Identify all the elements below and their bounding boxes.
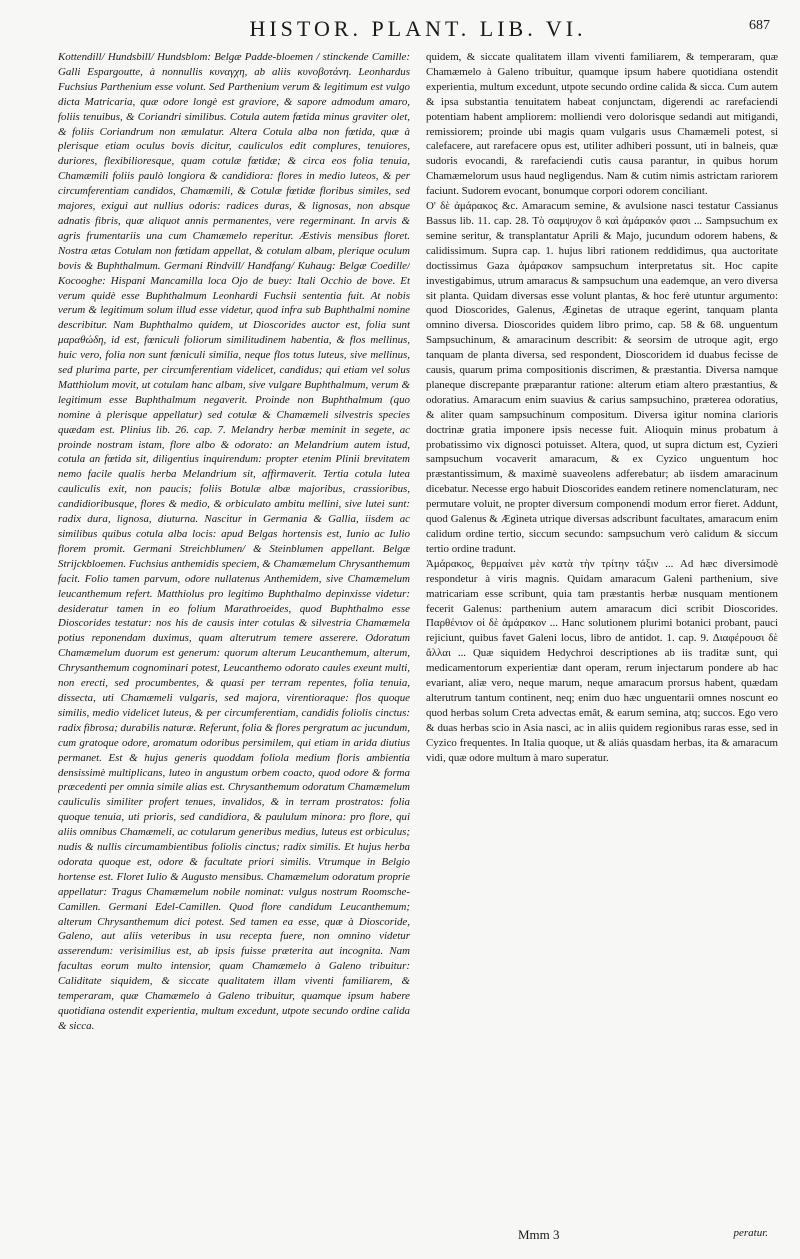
right-paragraph-1: quidem, & siccate qualitatem illam viventi familiarem, & temperaram, quæ Chamæmelo à Galeno tribuitur, quamque ipsum habere quotidiana ostendit experientia, multum excedunt, utpote secundo ordine calida & sicca. Cum autem & ipsa substantia tenuitatem habeat conjunctam, digerendi ac rarefaciendi potentiam habent ampliorem: molliendi vero dolorisque sedandi aut mitigandi, remissiorem; proinde ubi magis quam vulgaris usus Chamæmeli potest, si calefacere, aut rarefacere opus est, utiliter adhiberi possunt, uti in balneis, quæ sudoris evocandi, & rarefaciendi cutis causa parantur, in quibus horum Chamæmelorum usus haud negligendus. Nam & cutim nimis astrictam rariorem faciunt. Sudorem evocant, bonumque corpori odorem conciliant. xyxy=(426,51,778,198)
left-column xyxy=(58,50,410,1034)
running-head xyxy=(58,14,778,44)
catchword: peratur. xyxy=(733,1227,768,1239)
text-columns xyxy=(58,50,778,1034)
page-title: HISTOR. PLANT. LIB. VI. xyxy=(249,16,587,41)
page-footer xyxy=(58,1227,778,1245)
signature-mark: Mmm 3 xyxy=(518,1227,560,1242)
left-column-text: Kottendill/ Hundsbill/ Hundsblom: Belgæ Padde-bloemen / stinckende Camille: Galli Espargoutte, à nonnullis κυναγχη, ab aliis κυνοβοτάνη. Leonhardus Fuchsius Parthenium esse volunt. Sed Parthenium verum & legitimum est vulgo dicta Matricaria, quæ odore longè est graviore, & sapore admodum amaro, foliis tenuibus, & Coriandri similibus. Cotula autem fœtida minus graviter olet, & foliis Coriandrum non æmulatur. Altera Cotula alba non fœtida, quæ à plerisque etiam oculus bovis dicitur, cauliculos edit complures, tenuiores, duriores, flexibilioresque, quam cotulæ fœtidæ; & circa eos folia tenuia, Chamæmili foliis paulò longiora & candidiora: flores in medio luteos, & per circumferentiam candidos, Chamæmili, & Cotulæ fœtidæ floribus similes, sed majores, exigui aut nullius odoris: radices duras, & lignosas, non absque adnatis fibris, quæ aliquot annis permanentes, vere regerminant. In arvis & agris frumentariis una cum Chamæmelo reperitur. Æstivis mensibus floret. Nostra ætas Cotulam non fœtidam appellat, & cotulam albam, plerique oculum bovis & Buphthalmum. Germani Rindvill/ Handfang/ Kuhaug: Belgæ Coedille/ Kocooghe: Hispani Mancamilla loca Ojo de buey: Itali Occhio de bove. Et verum quidè esse Buphthalmum Leonhardi Fuchsii sententia fuit. At nobis verum & legitimum solum illud esse videtur, quod infra sub Buphthalmi nomine describitur. Nam Buphthalmo quidem, ut Dioscorides auctor est, folia sunt μαραθώδη, id est, fœniculi foliorum similitudinem habentia, & flos mellinus, huic vero, folia non sunt fœniculi similia, neque flos totus luteus, sive mellinus, sed plurima parte, per circumferentiam videlicet, candidus; qui etiam vel solus Matthiolum movit, ut cotulam hanc albam, sive vulgare Buphthalmum, verum & legitimum esse Buphthalmum negaverit. Proinde non Buphthalmum (quo nomine à plerisque appellatur) sed cotulæ & Chamæmeli silvestris species quædam est. Plinius lib. 26. cap. 7. Melandry herbæ meminit in segete, ac proinde nostram istam, flore albo & odorato: an Melandrium autem istud, cotula an fœtida sit, diligentius inquirendum: propter etenim Plinii brevitatem nemo facile qualis herba Melandrium sit, affirmaverit. Tertia cotula lutea cauliculis exit, non paucis; foliis Botulæ albæ majoribus, crassioribus, candidioribusque, flores & medio, & orbiculato ambitu mellini, sive lutei sunt: radix dura, lignosa, diuturna. Nascitur in Germania & Gallia, iisdem ac similibus quibus cotula alba locis: apud Belgas hortensis est, Iunio ac Iulio florem promit. Germani Streichblumen/ & Steinblumen appellant. Belgæ Strijckbloemen. Fuchsius anthemidis speciem, & Chamæmelum Chrysanthemum facit. Folio tamen parvum, odore nullatenus Anthemidem, sive Chamæmelum leucanthemum refert. Matthiolus pro legitimo Buphthalmo depinxisse videtur: desideratur tamen in eo folium Marathroeides, quod Buphthalmo esse Dioscorides testatur: nos his de causis inter cotulas & silvestria Chamæmela potius reponendam duximus, quam alterutrum temere asserere. Odoratum Chamæmelum duorum est generum: quorum alterum Leucanthemum, alterum, Chrysanthemum cognominari potest, Leucanthemo odorato caules exeunt multi, non erecti, sed procumbentes, & quasi per terram repentes, folia tenuia, dissecta, uti Chamæmeli vulgaris, sed majora, virentioraque: flos quoque similis, medio videlicet luteus, & per circumferentiam, candidis foliolis cinctus: radix fibrosa; durabilis naturæ. Referunt, folia & flores pergratum ac jucundum, cum gratoque odore, aromatum odoribus persimilem, qui etiam in arida diutius permanet. Est & hujus generis quoddam foliola medium floris ambientia densissimè multiplicans, luteo in angustum orbem coacto, quod odore & forma præcedenti per omnia simile alias est. Chrysanthemum odoratum Chamæmelum cauliculis similiter profert tenues, invalidos, & in terram prostratos: folia quoque tenuia, uti prioris, sed candidiora, & paululum minora: pro flore, qui aliis omnibus Chamæmeli, ac cotularum generibus medius, luteus est orbiculus; nudis & nullis circumambientibus foliolis cinctus; radix similis. Et hujus herba odorata quoque est, odore & facultate priori similis. Vtrumque in Belgio hortense est. Floret Iulio & Augusto mensibus. Chamæmelum odoratum proprie appellatur: Tragus Chamæmelum nobile nominat: vulgus nostrum Roomsche-Camillen. Germani Edel-Camillen. Quod flore candidum Leucanthemum; alterum Chrysanthemum dici potest. Sed tamen ea esse, quæ à Dioscoride, Galeno, aut aliis veteribus in usu recepta fuere, non omnino videtur asserendum: verisimilius est, ab ipsis fuisse præterita aut incognita. Nam facultas eorum multo intensior, quam Chamæmelo à Galeno tribuitur: Caliditate siquidem, & siccate qualitatem illam viventi familiarem, & temperaram, quæ Chamæmelo à Galeno tribuitur, quamque ipsum habere quotidiana ostendit experientia, multum excedunt, utpote secundo ordine calida & sicca. xyxy=(58,51,410,1032)
right-column xyxy=(426,50,778,1034)
right-paragraph-3: Ἀμάρακος, θερμαίνει μὲν κατὰ τὴν τρίτην τάξιν ... Ad hæc diversimodè respondetur à viris magnis. Quidam amaracum Galeni parthenium, sive matricariam esse scribunt, quia tam præstantis herbæ nusquam mentionem fecerit Galenus: parthenium autem amaracum dici scribit Dioscorides. Παρθένιον οἱ δὲ ἀμάρακον ... Hanc solutionem plurimi botanici probant, pauci rejiciunt, quibus favet Galeni locus, libro de antidot. 1. cap. 9. Διαφέρουσι δὲ ἄλλαι ... Quæ siquidem Hedychroi descriptiones ab iis traditæ sunt, qui medicamentorum experientiæ dant operam, rerum injectarum pondere ab hac evariant, aliæ vero, neque marum, neque amaracum prorsus habent, quædam alterutrum tantum continent, neq; enim duo hæc unguentarii omnes noscunt eo quod herbas solum Creta advectas emât, & earum semina, atq; succos. Ego vero & duas herbas scio in Asia nasci, ac in aliis quidem regionibus raras esse, sed in Cyzico frequentes. In Italia quoque, ut & aliás quasdam herbas, ita & amaracum vidi, quæ odore multum à maro superatur. xyxy=(426,557,778,764)
page-number: 687 xyxy=(749,18,770,33)
right-paragraph-2: Ο' δὲ ἀμάρακος &c. Amaracum semine, & avulsione nasci testatur Cassianus Bassus lib. 11. cap. 28. Τὸ σαμψυχον ὃ καὶ ἀμάρακόν φασι ... Sampsuchum ex semine seritur, & transplantatur Aprili & Majo, jucundum odorem habens, & calidissimum. Supra cap. 1. hujus libri rationem reddidimus, qua auctoritate doctissimus Gaza ἀμάρακον sampsuchum interpretatus sit. Hoc capite investigabimus, utrum amaracus & sampsuchum una eademque, an vero diversa sit planta. Quidam diversas esse volunt plantas, & hoc ferè utuntur argumento: quod Dioscorides, Galenus, Æginetas de utraque egerint, tanquam planta omnino diversa. Dioscorides quidem libro primo, cap. 58 & 68. unguentum Sampsuchinum, & amaracinum describit: & seorsim de utroque agit, ergo tanquam de planta diversa, sed respondent, Dioscoridem id duabus fecisse de causis, quarum prima compositionis discrimen, & præstantia. Diversa namque planeque discrepante præparantur ratione: alterum etiam altero præstantius, & odoratius. Amaracum enim suavius & carius sampsuchino, præterea odoratius, & aliter quam sampsuchinum compositum. Diversa igitur nomina clarioris doctrinæ gratia imponere ipsis necesse fuit. Alioquin minus probatum à probatissimo vix dignosci potuisset. Altera, quod, ut supra dictum est, Cyzieri sampsuchum vocaverit amaracum, & ex Cyzico unguentum hoc præstantissimum, & maximè suaveolens adferebatur; ab iisdem amaracinum dicebatur. Necesse ergo habuit Dioscorides eandem retinere nomenclaturam, nec permutare voluit, ne propter diversum componendi modum error fieret. Addunt, quod Galenus & Ægineta utrique diversas adscribunt facultates, amaracum enim calidum ordine tertio, siccum secundo: sampsuchum verò calidum & siccum tertio ordine tradunt. xyxy=(426,200,778,555)
